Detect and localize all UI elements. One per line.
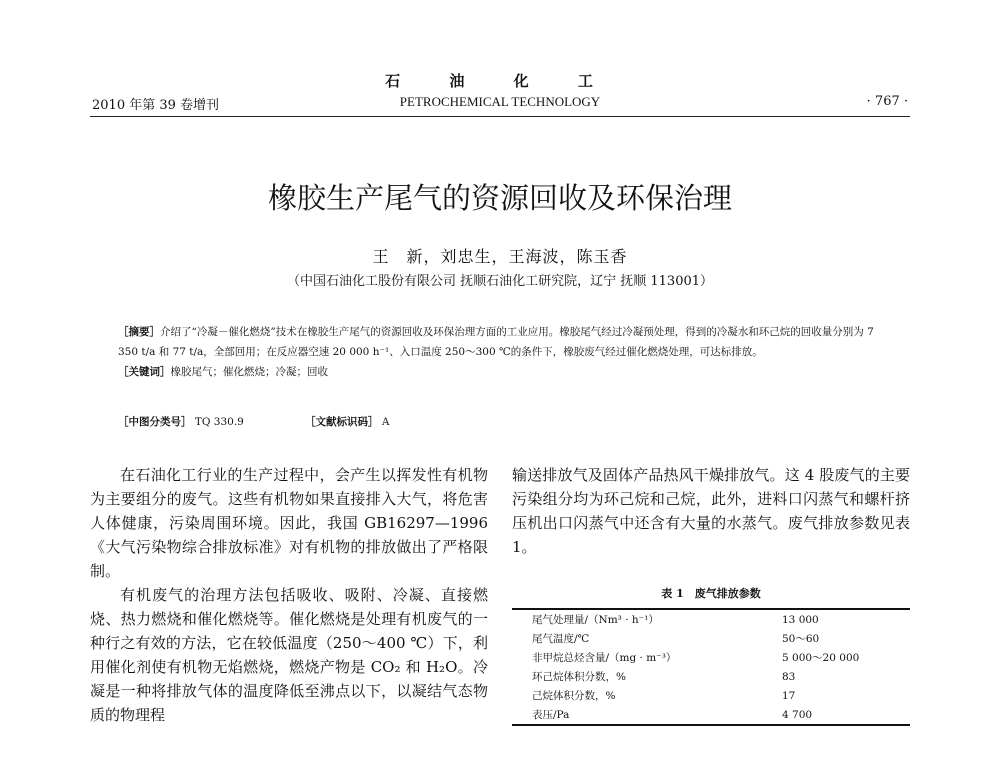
class-label: ［中图分类号］ [118, 416, 192, 428]
abstract-label: ［摘要］ [118, 326, 160, 338]
value-cell: 83 [782, 670, 796, 683]
table-caption: 表 1 废气排放参数 [661, 587, 761, 600]
class-code: TQ 330.9 [194, 416, 244, 428]
affiliation: （中国石油化工股份有限公司 抚顺石油化工研究院，辽宁 抚顺 113001） [286, 274, 714, 289]
emission-parameters-table [512, 608, 910, 726]
issue-info: 2010 年第 39 卷增刊 [92, 98, 220, 113]
body-paragraph: 输送排放气及固体产品热风干燥排放气。这 4 股废气的主要污染组分均为环己烷和己烷，此外，进料口闪蒸气和螺杆挤压机出口闪蒸气中还含有大量的水蒸气。废气排放参数见表 1。 [512, 466, 910, 556]
body-left-column [90, 463, 488, 727]
param-cell: 尾气温度/℃ [532, 633, 590, 645]
value-cell: 4 700 [772, 705, 910, 725]
keywords-text: 橡胶尾气；催化燃烧；冷凝；回收 [170, 366, 328, 378]
abstract-block [118, 322, 884, 382]
value-cell: 50～60 [782, 633, 820, 645]
doc-label: ［文献标识码］ [305, 416, 379, 428]
author-list: 王 新，刘忠生，王海波，陈玉香 [372, 247, 628, 266]
keywords-label: ［关键词］ [118, 366, 171, 378]
body-paragraph: 有机废气的治理方法包括吸收、吸附、冷凝、直接燃烧、热力燃烧和催化燃烧等。催化燃烧是处理有机废气的一种行之有效的方法，它在较低温度（250～400 ℃）下，利用催化剂使有机物无焰燃烧，燃烧产物是 CO₂ 和 H₂O。冷凝是一种将排放气体的温度降低至沸点以下，以凝结气态物质的物理程 [90, 586, 488, 724]
param-cell: 表压/Pa [512, 705, 772, 725]
body-paragraph: 在石油化工行业的生产过程中，会产生以挥发性有机物为主要组分的废气。这些有机物如果直接排入大气，将危害人体健康，污染周围环境。因此，我国 GB16297—1996《大气污染物综合排放标准》对有机物的排放做出了严格限制。 [90, 466, 488, 580]
value-cell: 17 [782, 689, 796, 702]
param-cell: 非甲烷总烃含量/（mg · m⁻³） [532, 652, 677, 664]
param-cell: 环己烷体积分数，% [532, 671, 626, 683]
value-cell: 13 000 [772, 609, 910, 629]
classification-line [118, 412, 244, 432]
journal-name-cn: 石 油 化 工 [385, 72, 615, 90]
table-row [512, 629, 910, 648]
header-rule [90, 116, 910, 117]
page-number: · 767 · [866, 94, 908, 109]
value-cell: 5 000～20 000 [782, 652, 860, 664]
param-cell: 尾气处理量/（Nm³ · h⁻¹） [512, 609, 772, 629]
journal-name-en: PETROCHEMICAL TECHNOLOGY [399, 94, 601, 109]
table-row [512, 686, 910, 705]
abstract-paragraph [118, 322, 884, 362]
table-row [512, 705, 910, 725]
abstract-text: 介绍了“冷凝－催化燃烧”技术在橡胶生产尾气的资源回收及环保治理方面的工业应用。橡胶尾气经过冷凝预处理，得到的冷凝水和环己烷的回收量分别为 7 350 t/a 和 77 t/a，全部回用；在反应器空速 20 000 h⁻¹、入口温度 250～300 ℃的条件下，橡胶废气经过催化燃烧处理，可达标排放。 [118, 326, 874, 358]
body-right-column [512, 463, 910, 559]
keywords-line [118, 362, 884, 382]
document-code-line [305, 412, 389, 432]
doc-code: A [381, 416, 390, 428]
table-row [512, 667, 910, 686]
table-row [512, 609, 910, 629]
article-title: 橡胶生产尾气的资源回收及环保治理 [267, 181, 732, 215]
param-cell: 己烷体积分数，% [532, 690, 616, 702]
table-row [512, 648, 910, 667]
